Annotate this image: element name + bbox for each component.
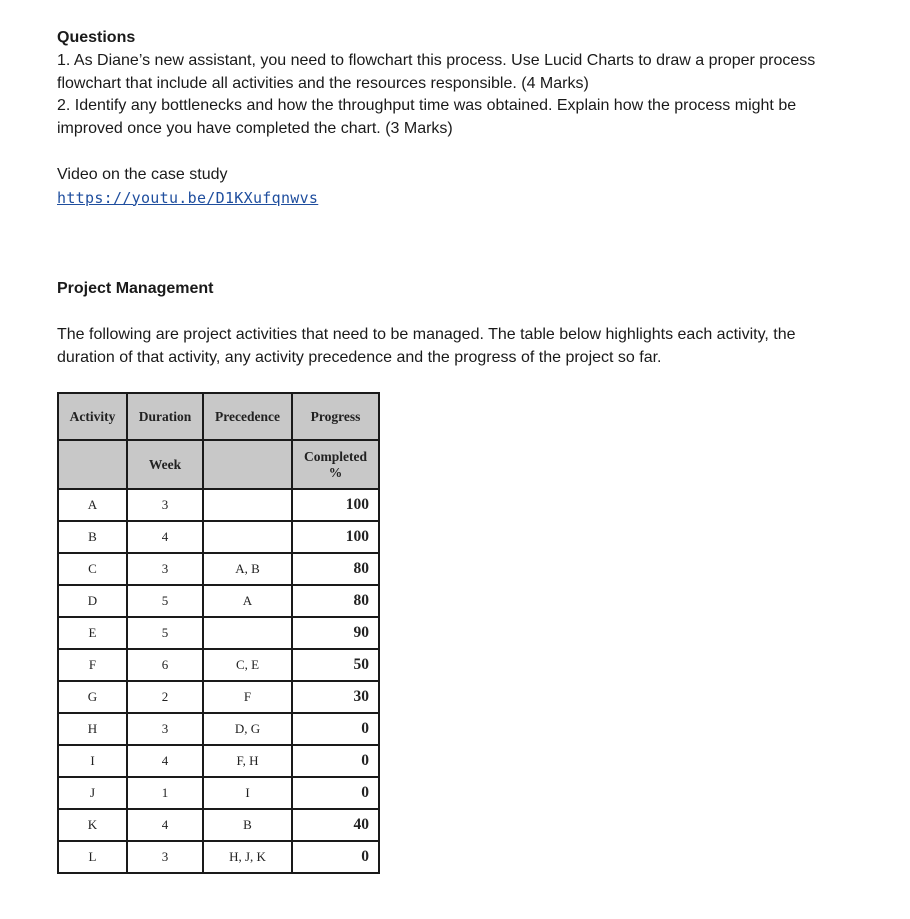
cell-activity: K [58, 809, 127, 841]
subheader-duration-unit: Week [127, 440, 203, 489]
cell-duration: 3 [127, 713, 203, 745]
cell-progress: 50 [292, 649, 379, 681]
table-row [58, 713, 379, 745]
subheader-precedence [203, 440, 292, 489]
video-section [57, 164, 869, 210]
subheader-progress-unit [292, 440, 379, 489]
cell-activity: C [58, 553, 127, 585]
cell-activity: D [58, 585, 127, 617]
table-row [58, 841, 379, 873]
question-1-line-2: flowchart that include all activities and the resources responsible. (4 Marks) [57, 74, 589, 92]
cell-precedence: F [203, 681, 292, 713]
cell-progress: 30 [292, 681, 379, 713]
cell-activity: H [58, 713, 127, 745]
table-header-row [58, 393, 379, 440]
project-activities-table [57, 392, 380, 874]
cell-progress: 100 [292, 521, 379, 553]
cell-precedence: D, G [203, 713, 292, 745]
table-row [58, 617, 379, 649]
cell-precedence [203, 521, 292, 553]
video-link[interactable]: https://youtu.be/D1KXufqnwvs [57, 188, 319, 207]
header-activity: Activity [58, 393, 127, 440]
cell-precedence: F, H [203, 745, 292, 777]
table-row [58, 489, 379, 521]
cell-activity: A [58, 489, 127, 521]
cell-duration: 3 [127, 489, 203, 521]
table-row [58, 745, 379, 777]
cell-duration: 4 [127, 745, 203, 777]
cell-duration: 6 [127, 649, 203, 681]
cell-precedence: I [203, 777, 292, 809]
cell-progress: 0 [292, 777, 379, 809]
cell-duration: 3 [127, 841, 203, 873]
questions-heading: Questions [57, 29, 136, 46]
table-row [58, 809, 379, 841]
table-row [58, 649, 379, 681]
project-management-heading: Project Management [57, 280, 214, 297]
cell-progress: 0 [292, 713, 379, 745]
cell-duration: 4 [127, 521, 203, 553]
cell-precedence: A [203, 585, 292, 617]
table-row [58, 681, 379, 713]
cell-progress: 0 [292, 745, 379, 777]
header-progress: Progress [292, 393, 379, 440]
table-row [58, 553, 379, 585]
cell-progress: 80 [292, 553, 379, 585]
cell-activity: L [58, 841, 127, 873]
subheader-progress-line-1: Completed [304, 448, 367, 464]
question-1-line-1: 1. As Diane’s new assistant, you need to flowchart this process. Use Lucid Charts to draw a proper process [57, 52, 816, 69]
cell-duration: 3 [127, 553, 203, 585]
cell-activity: E [58, 617, 127, 649]
header-precedence: Precedence [203, 393, 292, 440]
table-subheader-row [58, 440, 379, 489]
cell-precedence [203, 489, 292, 521]
cell-activity: I [58, 745, 127, 777]
cell-duration: 5 [127, 617, 203, 649]
cell-duration: 4 [127, 809, 203, 841]
project-intro-line-1: The following are project activities that need to be managed. The table below highlights each activity, the [57, 326, 796, 343]
cell-activity: G [58, 681, 127, 713]
project-intro [57, 324, 869, 369]
video-label: Video on the case study [57, 166, 228, 183]
cell-activity: J [58, 777, 127, 809]
cell-progress: 80 [292, 585, 379, 617]
cell-precedence: C, E [203, 649, 292, 681]
cell-precedence [203, 617, 292, 649]
subheader-progress-line-2: % [328, 464, 343, 480]
header-duration: Duration [127, 393, 203, 440]
table-row [58, 585, 379, 617]
cell-duration: 5 [127, 585, 203, 617]
cell-activity: F [58, 649, 127, 681]
table-body [58, 489, 379, 873]
subheader-activity [58, 440, 127, 489]
cell-progress: 0 [292, 841, 379, 873]
question-2-line-1: 2. Identify any bottlenecks and how the throughput time was obtained. Explain how the process might be [57, 97, 797, 114]
question-1 [57, 50, 869, 95]
cell-precedence: A, B [203, 553, 292, 585]
cell-precedence: B [203, 809, 292, 841]
table-row [58, 777, 379, 809]
cell-precedence: H, J, K [203, 841, 292, 873]
table-row [58, 521, 379, 553]
question-2-line-2: improved once you have completed the chart. (3 Marks) [57, 119, 453, 137]
cell-progress: 40 [292, 809, 379, 841]
cell-progress: 90 [292, 617, 379, 649]
cell-activity: B [58, 521, 127, 553]
cell-duration: 2 [127, 681, 203, 713]
project-intro-line-2: duration of that activity, any activity precedence and the progress of the project so far. [57, 348, 662, 366]
cell-duration: 1 [127, 777, 203, 809]
question-2 [57, 95, 869, 140]
cell-progress: 100 [292, 489, 379, 521]
